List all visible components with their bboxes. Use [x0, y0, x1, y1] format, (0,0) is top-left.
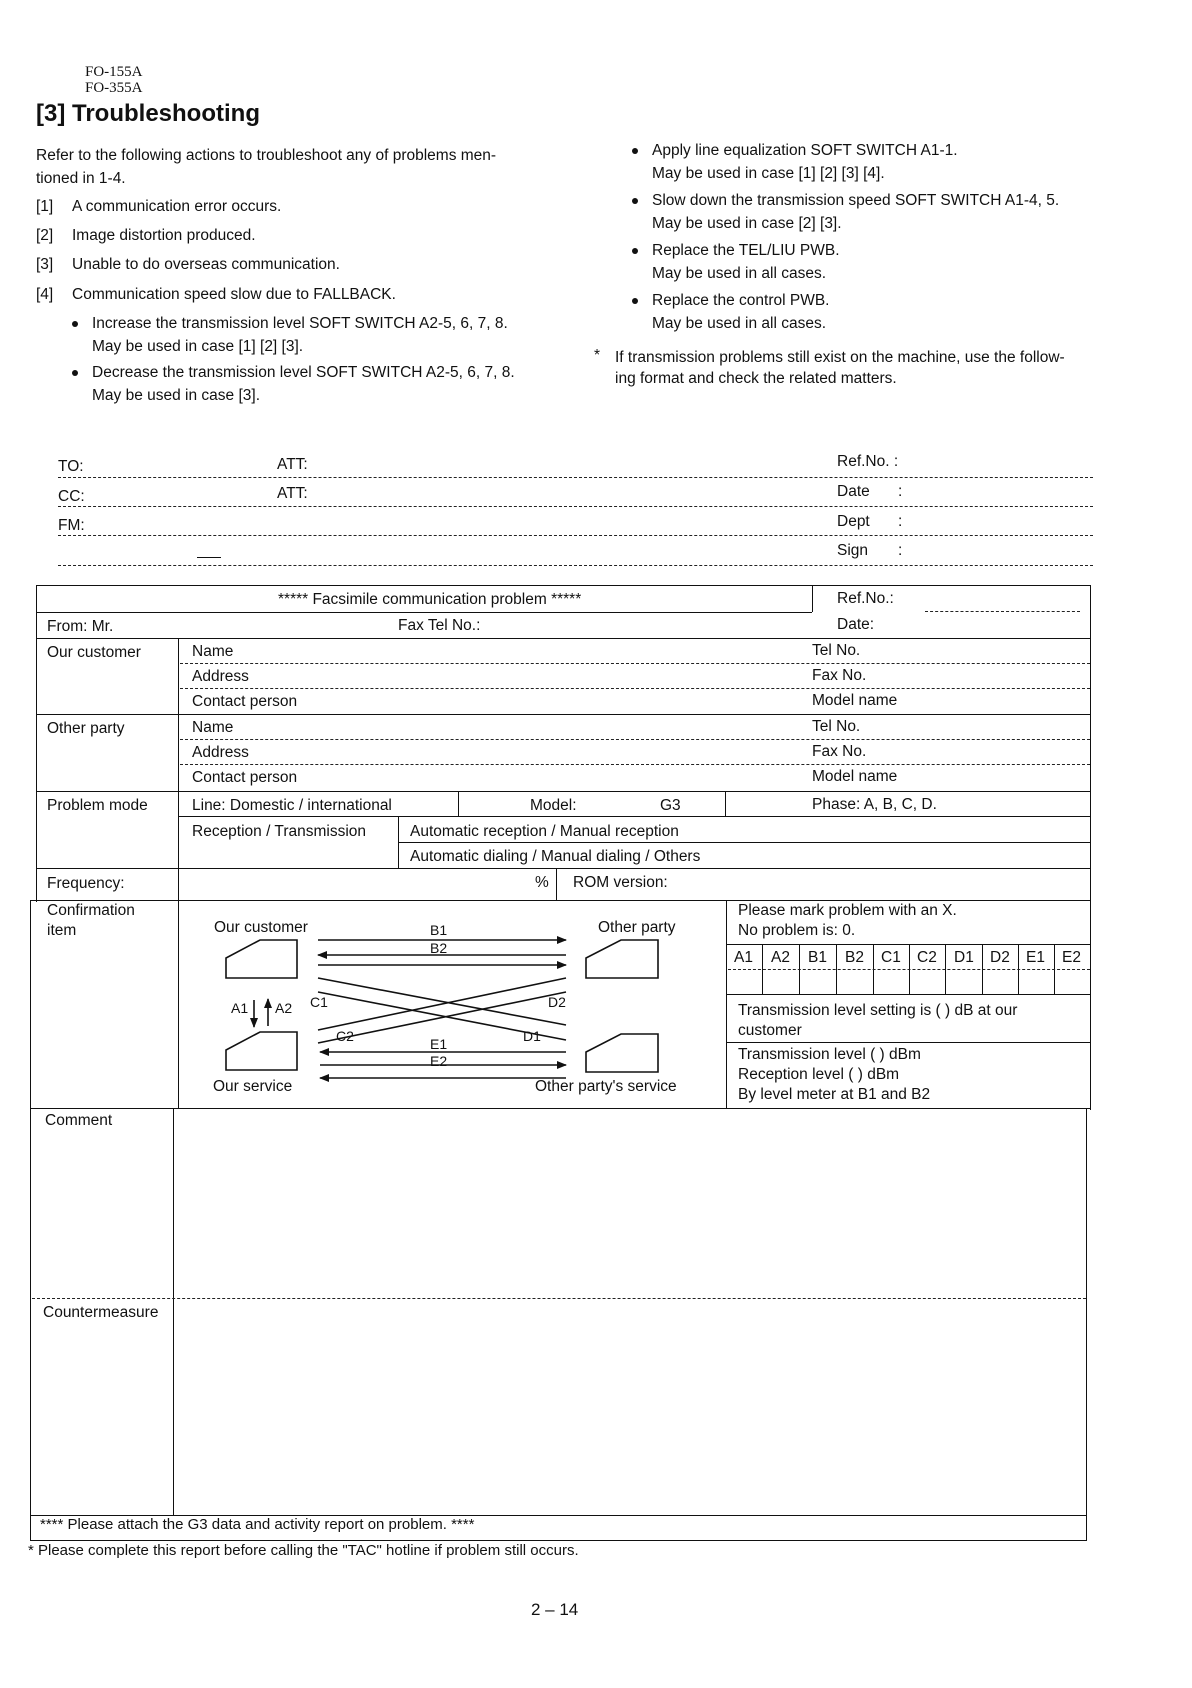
- fax-no-label: Fax No.: [812, 743, 867, 760]
- form-divider: [36, 638, 1090, 639]
- frequency-label: Frequency:: [47, 875, 125, 892]
- note-text: If transmission problems still exist on the machine, use the follow-: [615, 349, 1065, 366]
- memo-to-label: TO:: [58, 458, 84, 475]
- contact-person-label: Contact person: [192, 693, 298, 710]
- form-divider: [178, 638, 179, 900]
- footnote: * Please complete this report before calling the "TAC" hotline if problem still occurs.: [28, 1542, 579, 1559]
- form-divider: [36, 714, 1090, 715]
- line-type-label: Line: Domestic / international: [192, 797, 392, 814]
- form-border: [36, 585, 37, 902]
- fax-machine-icon: [226, 1032, 297, 1070]
- note-asterisk: *: [594, 347, 601, 364]
- rx-tx-label: Reception / Transmission: [192, 823, 367, 840]
- path-label-c2: C2: [336, 1028, 354, 1044]
- form-divider: [726, 944, 1090, 945]
- bullet-icon: [72, 321, 78, 327]
- countermeasure-label: Countermeasure: [43, 1304, 159, 1321]
- action-text: May be used in case [1] [2] [3] [4].: [652, 165, 885, 182]
- form-rule: [180, 739, 1090, 740]
- bullet-icon: [632, 198, 638, 204]
- form-divider: [725, 791, 726, 816]
- form-border: [36, 585, 1090, 586]
- rx-level-text: Reception level ( ) dBm: [738, 1066, 900, 1083]
- form-divider: [178, 900, 179, 1108]
- percent-sign: %: [535, 874, 549, 891]
- name-label: Name: [192, 719, 234, 736]
- mark-col-label: B1: [808, 949, 827, 966]
- diagram-other-party: Other party: [598, 919, 676, 936]
- mark-col-label: E1: [1026, 949, 1045, 966]
- action-text: May be used in case [3].: [92, 387, 261, 404]
- memo-refno-label: Ref.No. :: [837, 453, 899, 470]
- form-divider: [178, 816, 1090, 817]
- intro-text: Refer to the following actions to troubleshoot any of problems men-: [36, 147, 497, 164]
- mark-col-label: C2: [917, 949, 937, 966]
- fax-no-label: Fax No.: [812, 667, 867, 684]
- problem-number: [4]: [36, 286, 54, 303]
- path-label-e1: E1: [430, 1036, 448, 1052]
- form-divider: [556, 868, 557, 900]
- g3-label: G3: [660, 797, 681, 814]
- problem-text: Image distortion produced.: [72, 227, 256, 244]
- bullet-icon: [632, 148, 638, 154]
- memo-rule: [58, 535, 1093, 536]
- confirmation-label: Confirmation: [47, 902, 135, 919]
- tel-no-label: Tel No.: [812, 642, 861, 659]
- action-text: May be used in all cases.: [652, 265, 827, 282]
- memo-colon: :: [898, 483, 903, 500]
- dialing-mode-label: Automatic dialing / Manual dialing / Others: [410, 848, 701, 865]
- mark-col-label: D1: [954, 949, 974, 966]
- memo-colon: :: [898, 542, 903, 559]
- rom-version-label: ROM version:: [573, 874, 668, 891]
- action-text: Slow down the transmission speed SOFT SWITCH A1-4, 5.: [652, 192, 1060, 209]
- path-label-c1: C1: [310, 994, 328, 1010]
- contact-person-label: Contact person: [192, 769, 298, 786]
- intro-text: tioned in 1-4.: [36, 170, 126, 187]
- fax-machine-icon: [586, 1034, 658, 1072]
- mark-col-label: D2: [990, 949, 1010, 966]
- pen-mark: [197, 557, 221, 558]
- mark-col-label: C1: [881, 949, 901, 966]
- memo-rule: [58, 506, 1093, 507]
- diagram-our-customer: Our customer: [214, 919, 308, 936]
- mark-instruction: No problem is: 0.: [738, 922, 856, 939]
- diagram-graphic: [180, 900, 726, 1108]
- memo-fm-label: FM:: [58, 517, 85, 534]
- problem-text: A communication error occurs.: [72, 198, 282, 215]
- memo-dept-label: Dept: [837, 513, 870, 530]
- form-rule: [32, 1298, 1086, 1299]
- action-text: Increase the transmission level SOFT SWITCH A2-5, 6, 7, 8.: [92, 315, 508, 332]
- form-rule: [925, 611, 1080, 612]
- memo-att-label: ATT:: [277, 485, 308, 502]
- action-text: Replace the control PWB.: [652, 292, 830, 309]
- form-divider: [173, 1108, 174, 1515]
- fax-machine-icon: [586, 940, 658, 978]
- memo-date-label: Date: [837, 483, 870, 500]
- form-divider: [36, 612, 812, 613]
- form-divider: [36, 791, 1090, 792]
- action-text: May be used in case [1] [2] [3].: [92, 338, 304, 355]
- tx-setting-text: customer: [738, 1022, 802, 1039]
- bullet-icon: [632, 248, 638, 254]
- action-text: Apply line equalization SOFT SWITCH A1-1.: [652, 142, 958, 159]
- address-label: Address: [192, 744, 249, 761]
- form-rule: [728, 969, 1090, 970]
- model-number: FO-355A: [85, 80, 143, 96]
- form-divider: [36, 868, 1090, 869]
- path-label-b1: B1: [430, 922, 448, 938]
- mark-col-label: E2: [1062, 949, 1081, 966]
- problem-mode-label: Problem mode: [47, 797, 148, 814]
- path-label-a2: A2: [275, 1000, 293, 1016]
- memo-cc-label: CC:: [58, 488, 85, 505]
- form-divider: [812, 585, 813, 612]
- diagram-other-service: Other party's service: [535, 1078, 677, 1095]
- problem-number: [1]: [36, 198, 54, 215]
- bullet-icon: [632, 298, 638, 304]
- form-refno-label: Ref.No.:: [837, 590, 894, 607]
- problem-text: Communication speed slow due to FALLBACK.: [72, 286, 396, 303]
- path-label-d2: D2: [548, 994, 566, 1010]
- problem-number: [3]: [36, 256, 54, 273]
- path-label-a1: A1: [231, 1000, 249, 1016]
- form-divider: [726, 900, 727, 1108]
- form-border: [1086, 1108, 1087, 1540]
- form-divider: [30, 1108, 1090, 1109]
- address-label: Address: [192, 668, 249, 685]
- problem-text: Unable to do overseas communication.: [72, 256, 340, 273]
- form-divider: [726, 994, 1090, 995]
- reception-mode-label: Automatic reception / Manual reception: [410, 823, 679, 840]
- fax-tel-label: Fax Tel No.:: [398, 617, 481, 634]
- form-border: [30, 1540, 1087, 1541]
- section-title: [3] Troubleshooting: [36, 100, 260, 127]
- memo-rule: [58, 565, 1093, 566]
- confirmation-label: item: [47, 922, 77, 939]
- form-date-label: Date:: [837, 616, 875, 633]
- note-text: ing format and check the related matters.: [615, 370, 897, 387]
- form-title: ***** Facsimile communication problem *****: [278, 591, 582, 608]
- memo-att-label: ATT:: [277, 456, 308, 473]
- mark-col-label: B2: [845, 949, 864, 966]
- memo-sign-label: Sign: [837, 542, 869, 559]
- form-border: [30, 900, 31, 1540]
- action-text: May be used in case [2] [3].: [652, 215, 842, 232]
- path-label-b2: B2: [430, 940, 448, 956]
- diagram-our-service: Our service: [213, 1078, 293, 1095]
- bullet-icon: [72, 370, 78, 376]
- path-label-d1: D1: [523, 1028, 541, 1044]
- comment-label: Comment: [45, 1112, 113, 1129]
- model-name-label: Model name: [812, 692, 898, 709]
- phase-label: Phase: A, B, C, D.: [812, 796, 937, 813]
- model-number: FO-155A: [85, 64, 143, 80]
- form-divider: [398, 842, 1090, 843]
- form-divider: [458, 791, 459, 816]
- action-text: Decrease the transmission level SOFT SWITCH A2-5, 6, 7, 8.: [92, 364, 515, 381]
- page-number: 2 – 14: [531, 1600, 579, 1619]
- attach-note: **** Please attach the G3 data and activity report on problem. ****: [40, 1516, 475, 1533]
- action-text: Replace the TEL/LIU PWB.: [652, 242, 840, 259]
- memo-colon: :: [898, 513, 903, 530]
- model-name-label: Model name: [812, 768, 898, 785]
- model-label: Model:: [530, 797, 577, 814]
- form-divider: [726, 1042, 1090, 1043]
- tel-no-label: Tel No.: [812, 718, 861, 735]
- path-label-e2: E2: [430, 1053, 448, 1069]
- problem-number: [2]: [36, 227, 54, 244]
- form-rule: [180, 663, 1090, 664]
- memo-rule: [58, 477, 1093, 478]
- action-text: May be used in all cases.: [652, 315, 827, 332]
- our-customer-label: Our customer: [47, 644, 141, 661]
- tx-setting-text: Transmission level setting is ( ) dB at our: [738, 1002, 1018, 1019]
- form-border: [1090, 585, 1091, 1110]
- mark-col-label: A1: [734, 949, 753, 966]
- mark-instruction: Please mark problem with an X.: [738, 902, 957, 919]
- name-label: Name: [192, 643, 234, 660]
- form-rule: [180, 688, 1090, 689]
- other-party-label: Other party: [47, 720, 125, 737]
- mark-col-label: A2: [771, 949, 790, 966]
- from-label: From: Mr.: [47, 618, 114, 635]
- tx-level-text: Transmission level ( ) dBm: [738, 1046, 921, 1063]
- form-rule: [180, 764, 1090, 765]
- level-meter-text: By level meter at B1 and B2: [738, 1086, 931, 1103]
- fax-machine-icon: [226, 940, 297, 978]
